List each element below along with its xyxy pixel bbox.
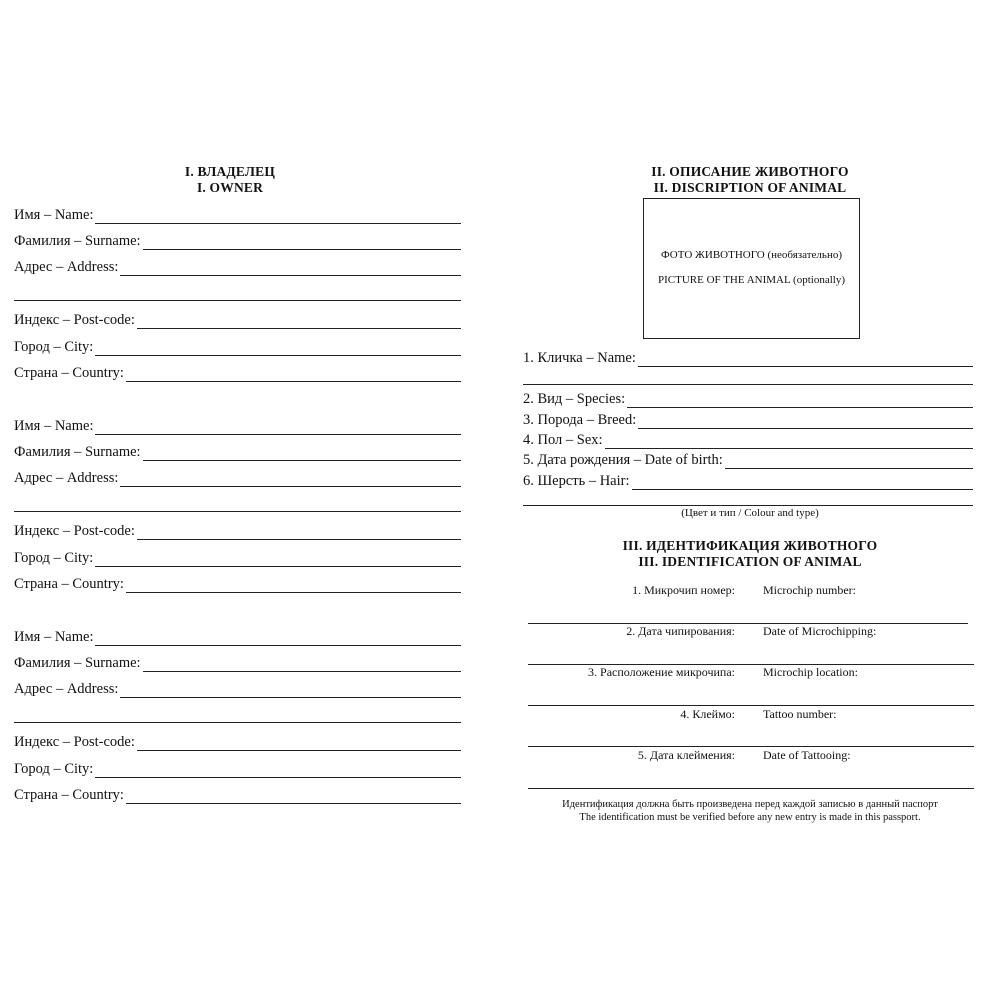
field-label: Имя – Name: xyxy=(14,418,94,434)
owner-3-postcode-field[interactable] xyxy=(14,731,461,751)
blank-line xyxy=(137,734,461,751)
owner-2-surname-field[interactable] xyxy=(14,441,461,461)
owner-1-city-field[interactable] xyxy=(14,336,461,356)
field-label: 2. Вид – Species: xyxy=(523,391,626,407)
blank-line xyxy=(632,473,974,490)
field-label: Город – City: xyxy=(14,550,94,566)
identification-section-heading xyxy=(580,538,920,570)
animal-name-field[interactable] xyxy=(523,347,973,367)
owner-2-postcode-field[interactable] xyxy=(14,520,461,540)
owner-title-en: I. OWNER xyxy=(196,180,264,195)
owner-3-city-field[interactable] xyxy=(14,758,461,778)
microchip-location-line[interactable] xyxy=(528,705,974,706)
identification-note-ru: Идентификация должна быть произведена перед каждой записью в данный паспорт xyxy=(562,799,938,810)
owner-2-city-field[interactable] xyxy=(14,547,461,567)
blank-line xyxy=(120,259,461,276)
owner-2-country-field[interactable] xyxy=(14,573,461,593)
field-label: Страна – Country: xyxy=(14,365,124,381)
photo-caption-en: PICTURE OF THE ANIMAL (optionally) xyxy=(658,274,845,286)
id-label-ru: 3. Расположение микрочипа: xyxy=(588,665,735,679)
field-label: Фамилия – Surname: xyxy=(14,444,141,460)
field-label: Индекс – Post-code: xyxy=(14,734,135,750)
blank-line xyxy=(725,452,973,469)
id-label-ru: 2. Дата чипирования: xyxy=(626,624,735,638)
id-label-en: Date of Tattooing: xyxy=(763,748,851,762)
owner-1-address-line-2[interactable] xyxy=(14,300,461,301)
microchip-location-row xyxy=(528,665,973,683)
blank-line xyxy=(126,576,461,593)
description-title-ru: II. ОПИСАНИЕ ЖИВОТНОГО xyxy=(651,164,849,179)
owner-2-address-line-2[interactable] xyxy=(14,511,461,512)
field-label: Фамилия – Surname: xyxy=(14,655,141,671)
field-label: 1. Кличка – Name: xyxy=(523,350,636,366)
blank-line xyxy=(143,233,461,250)
field-label: Город – City: xyxy=(14,761,94,777)
blank-line xyxy=(95,207,461,224)
photo-caption-ru: ФОТО ЖИВОТНОГО (необязательно) xyxy=(660,249,842,261)
id-label-en: Tattoo number: xyxy=(763,707,837,721)
animal-photo-box[interactable] xyxy=(643,198,860,339)
animal-dob-field[interactable] xyxy=(523,449,973,469)
blank-line xyxy=(605,432,973,449)
owner-1-name-field[interactable] xyxy=(14,204,461,224)
animal-hair-field[interactable] xyxy=(523,470,973,490)
blank-line xyxy=(95,629,461,646)
field-label: Имя – Name: xyxy=(14,629,94,645)
field-label: Фамилия – Surname: xyxy=(14,233,141,249)
owner-section-heading xyxy=(130,164,330,196)
field-label: 5. Дата рождения – Date of birth: xyxy=(523,452,723,468)
owner-3-address-line-2[interactable] xyxy=(14,722,461,723)
identification-note xyxy=(520,798,980,824)
blank-line xyxy=(143,655,461,672)
blank-line xyxy=(95,550,461,567)
field-label: Город – City: xyxy=(14,339,94,355)
colour-type-note: (Цвет и тип / Colour and type) xyxy=(681,507,819,519)
id-label-ru: 1. Микрочип номер: xyxy=(632,583,735,597)
field-label: Страна – Country: xyxy=(14,576,124,592)
id-label-ru: 5. Дата клеймения: xyxy=(637,748,735,762)
field-label: Имя – Name: xyxy=(14,207,94,223)
field-label: 3. Порода – Breed: xyxy=(523,412,637,428)
microchip-date-row xyxy=(528,624,973,642)
animal-hair-line-2[interactable] xyxy=(523,505,973,506)
owner-3-name-field[interactable] xyxy=(14,626,461,646)
owner-2-name-field[interactable] xyxy=(14,415,461,435)
blank-line xyxy=(95,418,461,435)
owner-1-address-field[interactable] xyxy=(14,256,461,276)
blank-line xyxy=(638,412,973,429)
animal-breed-field[interactable] xyxy=(523,409,973,429)
identification-note-en: The identification must be verified before any new entry is made in this passport. xyxy=(579,812,921,823)
id-label-en: Date of Microchipping: xyxy=(763,624,877,638)
blank-line xyxy=(126,787,461,804)
id-label-en: Microchip number: xyxy=(763,583,856,597)
animal-species-field[interactable] xyxy=(523,388,973,408)
identification-title-en: III. IDENTIFICATION OF ANIMAL xyxy=(638,554,862,569)
id-label-en: Microchip location: xyxy=(763,665,858,679)
animal-sex-field[interactable] xyxy=(523,429,973,449)
field-label: Индекс – Post-code: xyxy=(14,523,135,539)
description-section-heading xyxy=(600,164,900,196)
field-label: 4. Пол – Sex: xyxy=(523,432,603,448)
field-label: Индекс – Post-code: xyxy=(14,312,135,328)
blank-line xyxy=(137,312,461,329)
animal-name-line-2[interactable] xyxy=(523,384,973,385)
field-label: Страна – Country: xyxy=(14,787,124,803)
tattoo-date-line[interactable] xyxy=(528,788,974,789)
owner-2-address-field[interactable] xyxy=(14,467,461,487)
owner-1-postcode-field[interactable] xyxy=(14,309,461,329)
blank-line xyxy=(143,444,461,461)
owner-title-ru: I. ВЛАДЕЛЕЦ xyxy=(184,164,276,179)
blank-line xyxy=(638,350,973,367)
field-label: Адрес – Address: xyxy=(14,470,119,486)
id-label-ru: 4. Клеймо: xyxy=(680,707,735,721)
owner-1-surname-field[interactable] xyxy=(14,230,461,250)
blank-line xyxy=(137,523,461,540)
blank-line xyxy=(95,761,461,778)
blank-line xyxy=(627,391,973,408)
tattoo-number-row xyxy=(528,707,973,725)
microchip-number-row xyxy=(528,583,973,601)
tattoo-number-line[interactable] xyxy=(528,746,974,747)
owner-3-country-field[interactable] xyxy=(14,784,461,804)
blank-line xyxy=(120,470,461,487)
identification-title-ru: III. ИДЕНТИФИКАЦИЯ ЖИВОТНОГО xyxy=(622,538,878,553)
field-label: 6. Шерсть – Hair: xyxy=(523,473,630,489)
tattoo-date-row xyxy=(528,748,973,766)
blank-line xyxy=(126,365,461,382)
field-label: Адрес – Address: xyxy=(14,681,119,697)
description-title-en: II. DISCRIPTION OF ANIMAL xyxy=(653,180,847,195)
blank-line xyxy=(95,339,461,356)
blank-line xyxy=(120,681,461,698)
owner-1-country-field[interactable] xyxy=(14,362,461,382)
field-label: Адрес – Address: xyxy=(14,259,119,275)
owner-3-surname-field[interactable] xyxy=(14,652,461,672)
owner-3-address-field[interactable] xyxy=(14,678,461,698)
